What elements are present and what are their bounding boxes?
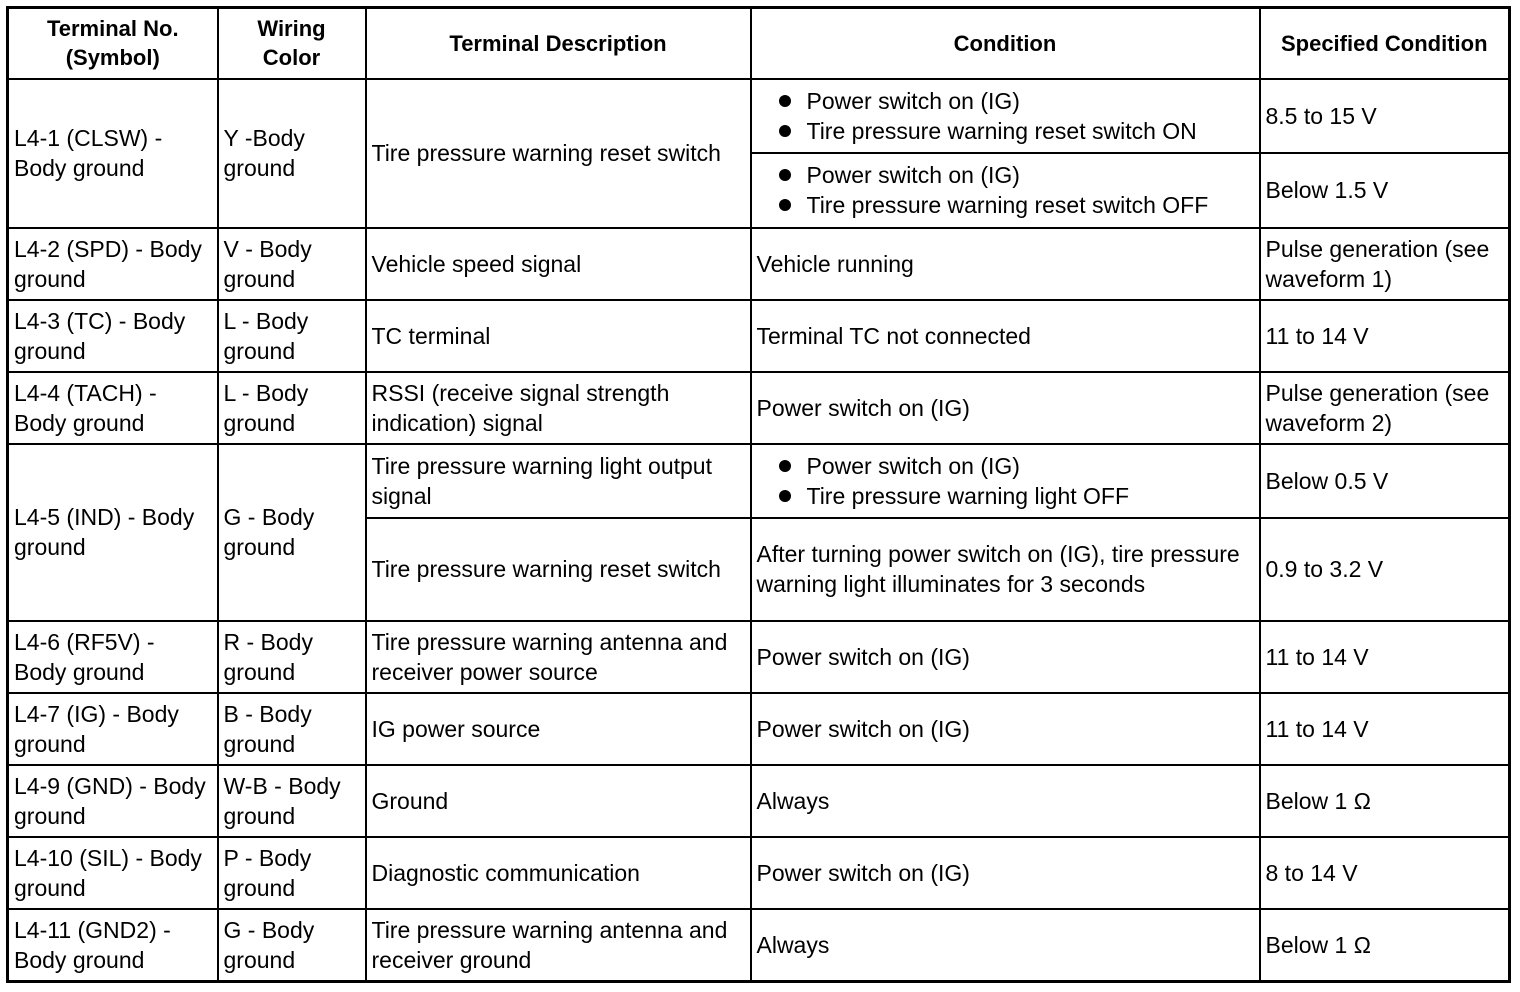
description-cell: IG power source: [366, 693, 751, 765]
terminal-cell: L4-7 (IG) - Body ground: [8, 693, 218, 765]
terminal-cell: L4-2 (SPD) - Body ground: [8, 228, 218, 300]
condition-cell: Power switch on (IG): [751, 837, 1260, 909]
header-terminal-no: Terminal No. (Symbol): [8, 8, 218, 79]
table-row: [8, 300, 1510, 372]
wiring-cell: L - Body ground: [218, 372, 366, 444]
condition-bullet: Tire pressure warning reset switch OFF: [757, 190, 1254, 220]
condition-cell: After turning power switch on (IG), tire pressure warning light illuminates for 3 seconds: [751, 518, 1260, 621]
condition-cell: Always: [751, 909, 1260, 982]
bullet-icon: [779, 460, 791, 472]
spec-cell: Pulse generation (see waveform 2): [1260, 372, 1510, 444]
description-cell: Tire pressure warning reset switch: [366, 79, 751, 228]
wiring-cell: R - Body ground: [218, 621, 366, 693]
condition-cell: [751, 153, 1260, 228]
spec-cell: Pulse generation (see waveform 1): [1260, 228, 1510, 300]
wiring-cell: V - Body ground: [218, 228, 366, 300]
condition-cell: Always: [751, 765, 1260, 837]
bullet-icon: [779, 95, 791, 107]
description-cell: TC terminal: [366, 300, 751, 372]
spec-cell: 8.5 to 15 V: [1260, 79, 1510, 153]
bullet-icon: [779, 169, 791, 181]
condition-bullet: Power switch on (IG): [757, 451, 1254, 481]
terminal-cell: L4-6 (RF5V) - Body ground: [8, 621, 218, 693]
description-cell: Vehicle speed signal: [366, 228, 751, 300]
description-cell: Tire pressure warning reset switch: [366, 518, 751, 621]
spec-cell: 8 to 14 V: [1260, 837, 1510, 909]
table-row: [8, 765, 1510, 837]
header-terminal-description: Terminal Description: [366, 8, 751, 79]
spec-cell: 11 to 14 V: [1260, 300, 1510, 372]
condition-cell: Power switch on (IG): [751, 621, 1260, 693]
wiring-cell: G - Body ground: [218, 909, 366, 982]
terminal-cell: L4-3 (TC) - Body ground: [8, 300, 218, 372]
wiring-cell: G - Body ground: [218, 444, 366, 621]
spec-cell: Below 0.5 V: [1260, 444, 1510, 518]
spec-cell: Below 1 Ω: [1260, 765, 1510, 837]
header-specified-condition: Specified Condition: [1260, 8, 1510, 79]
condition-bullet: Tire pressure warning reset switch ON: [757, 116, 1254, 146]
terminal-cell: L4-11 (GND2) - Body ground: [8, 909, 218, 982]
spec-cell: 0.9 to 3.2 V: [1260, 518, 1510, 621]
condition-bullet-list: [757, 160, 1254, 220]
spec-cell: Below 1 Ω: [1260, 909, 1510, 982]
description-cell: Diagnostic communication: [366, 837, 751, 909]
condition-cell: [751, 79, 1260, 153]
description-cell: RSSI (receive signal strength indication) signal: [366, 372, 751, 444]
condition-cell: Power switch on (IG): [751, 372, 1260, 444]
spec-cell: 11 to 14 V: [1260, 693, 1510, 765]
terminal-cell: L4-9 (GND) - Body ground: [8, 765, 218, 837]
wiring-cell: L - Body ground: [218, 300, 366, 372]
bullet-icon: [779, 199, 791, 211]
spec-cell: 11 to 14 V: [1260, 621, 1510, 693]
wiring-cell: P - Body ground: [218, 837, 366, 909]
condition-cell: [751, 444, 1260, 518]
condition-bullet-list: [757, 86, 1254, 146]
table-row: [8, 444, 1510, 518]
description-cell: Ground: [366, 765, 751, 837]
condition-cell: Terminal TC not connected: [751, 300, 1260, 372]
bullet-icon: [779, 490, 791, 502]
table-row: [8, 909, 1510, 982]
condition-bullet: Power switch on (IG): [757, 86, 1254, 116]
table-row: [8, 693, 1510, 765]
table-row: [8, 372, 1510, 444]
description-cell: Tire pressure warning light output signal: [366, 444, 751, 518]
wiring-cell: W-B - Body ground: [218, 765, 366, 837]
condition-cell: Vehicle running: [751, 228, 1260, 300]
wiring-cell: Y -Body ground: [218, 79, 366, 228]
header-condition: Condition: [751, 8, 1260, 79]
table-row: [8, 621, 1510, 693]
description-cell: Tire pressure warning antenna and receiver power source: [366, 621, 751, 693]
condition-cell: Power switch on (IG): [751, 693, 1260, 765]
condition-bullet-list: [757, 451, 1254, 511]
terminal-cell: L4-5 (IND) - Body ground: [8, 444, 218, 621]
header-row: [8, 8, 1510, 79]
wiring-cell: B - Body ground: [218, 693, 366, 765]
terminal-spec-table: [6, 6, 1511, 983]
table-row: [8, 79, 1510, 153]
header-wiring-color: Wiring Color: [218, 8, 366, 79]
condition-bullet: Power switch on (IG): [757, 160, 1254, 190]
terminal-cell: L4-1 (CLSW) - Body ground: [8, 79, 218, 228]
description-cell: Tire pressure warning antenna and receiver ground: [366, 909, 751, 982]
terminal-cell: L4-10 (SIL) - Body ground: [8, 837, 218, 909]
spec-cell: Below 1.5 V: [1260, 153, 1510, 228]
condition-bullet: Tire pressure warning light OFF: [757, 481, 1254, 511]
bullet-icon: [779, 125, 791, 137]
terminal-cell: L4-4 (TACH) - Body ground: [8, 372, 218, 444]
table-row: [8, 228, 1510, 300]
table-row: [8, 837, 1510, 909]
